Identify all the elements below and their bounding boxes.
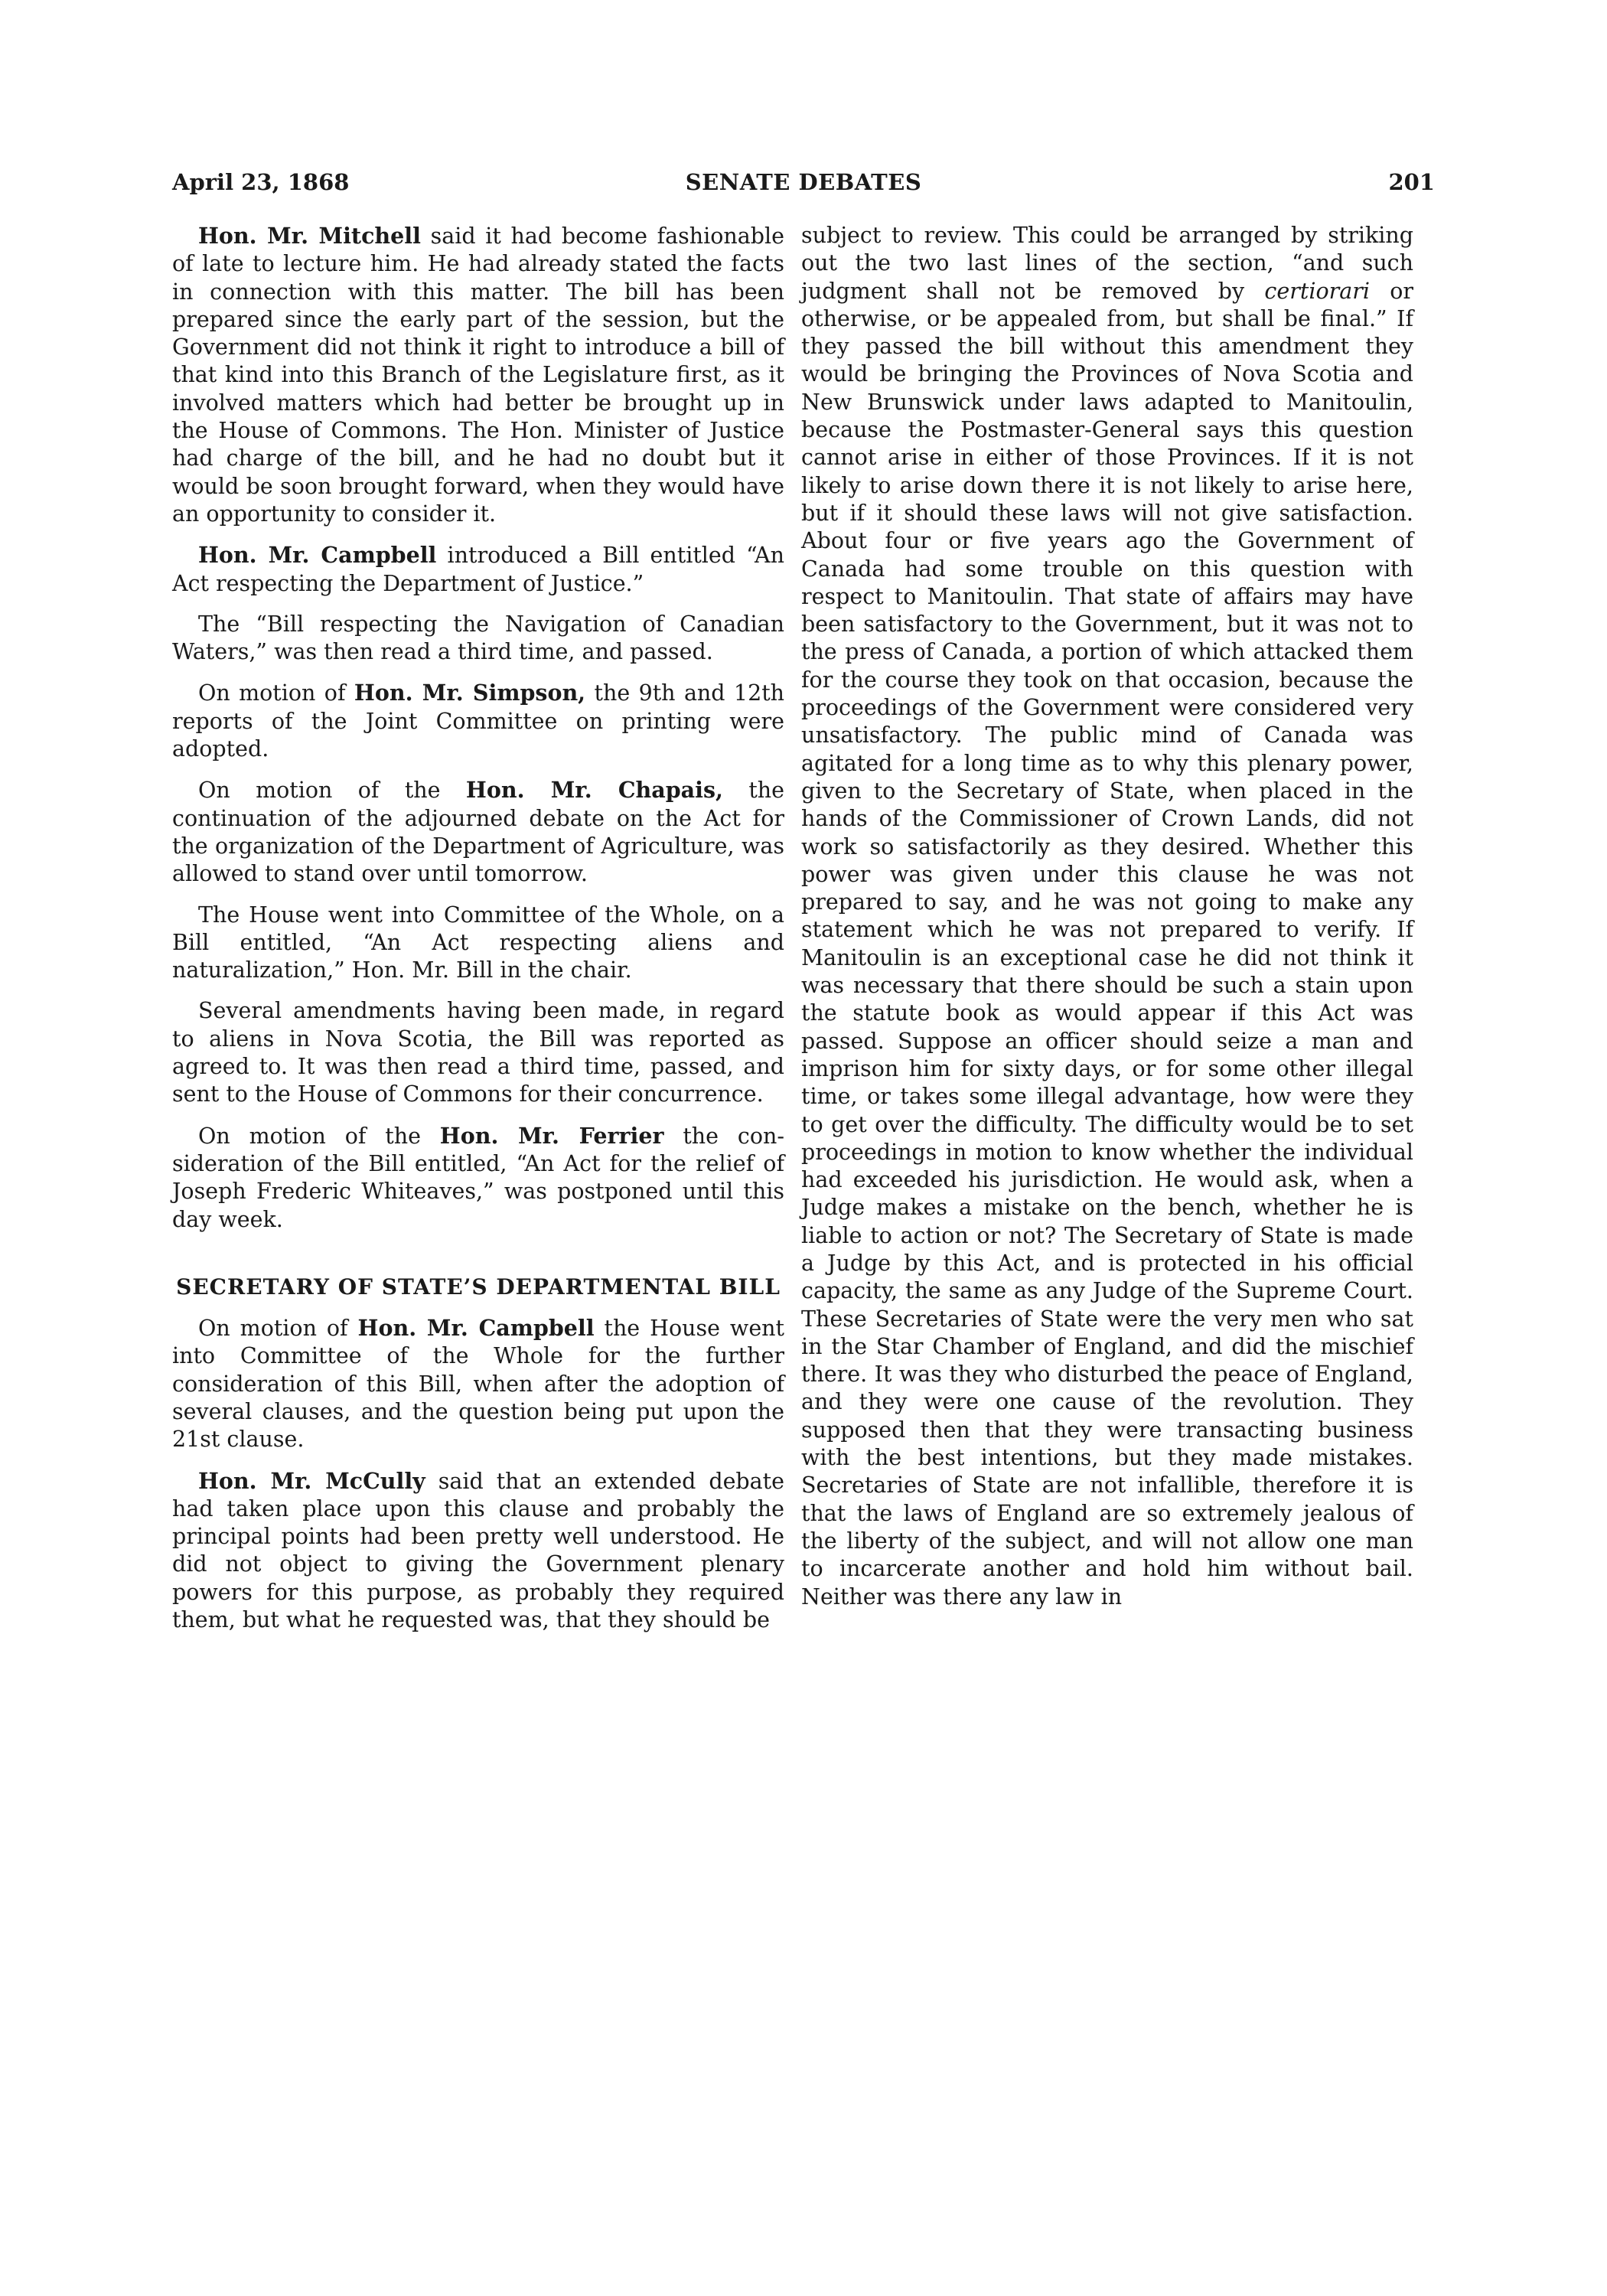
paragraph-text: the House went into Committee of the Whole for the further consideration of this Bill, when after the adoption of several clauses, and the question being put upon the 21st clause.: [172, 1316, 784, 1453]
right-column: [801, 222, 1413, 1624]
paragraph-mccully: [172, 1467, 784, 1635]
paragraph-mitchell: [172, 222, 784, 528]
paragraph-text: the 9th and 12th reports of the Joint Committee on printing were adopted.: [172, 680, 785, 762]
speaker-name: Hon. Mr. Ferrier: [439, 1122, 664, 1149]
paragraph-text: the continuation of the adjourned debate on the Act for the organization of the Department of Agriculture, was allowed to stand over until tomorrow.: [172, 778, 784, 887]
speaker-name: Hon. Mr. Chapais,: [465, 777, 723, 804]
paragraph-chapais-motion: [172, 776, 784, 888]
page-number: 201: [1388, 169, 1435, 195]
paragraph-text: the consideration of the Bill entitled, “An Act for the relief of Joseph Frederic Whiteaves,” was postponed until this day week.: [172, 1123, 784, 1232]
paragraph-text: introduced a Bill entitled “An Act respecting the Department of Justice.”: [172, 543, 784, 596]
left-column: [172, 222, 784, 1647]
speaker-name: Hon. Mr. Mitchell: [198, 223, 421, 249]
paragraph-text: subject to review. This could be arranged by striking out the two last lines of the section, “and such judgment shall not be removed by: [801, 223, 1413, 304]
paragraph-lead: On motion of the: [198, 1123, 440, 1149]
speaker-name: Hon. Mr. Simpson,: [354, 680, 586, 706]
page-header: [172, 167, 1435, 197]
paragraph-navigation-bill: [172, 611, 784, 667]
speaker-name: Hon. Mr. Campbell: [198, 542, 437, 569]
paragraph-campbell-motion: [172, 1314, 784, 1453]
paragraph-text: said that an extended debate had taken place upon this clause and probably the principal points had been pretty well understood. He did not object to giving the Government plenary powers for this purpose, as probably they required them, but what he requested was, that they should be: [172, 1468, 784, 1633]
paragraph-mccully-continued: [801, 222, 1413, 1611]
paragraph-lead: On motion of the: [198, 778, 466, 804]
latin-term: certiorari: [1264, 278, 1370, 304]
header-title: SENATE DEBATES: [685, 169, 922, 195]
paragraph-text: Several amendments having been made, in regard to aliens in Nova Scotia, the Bill was reported as agreed to. It was then read a third time, passed, and sent to the House of Commons for their concurrence.: [172, 998, 784, 1107]
paragraph-campbell-bill: [172, 541, 784, 598]
paragraph-lead: On motion of: [198, 1316, 358, 1342]
paragraph-amendments: [172, 997, 784, 1108]
section-heading: SECRETARY OF STATE’S DEPARTMENTAL BILL: [176, 1274, 781, 1300]
paragraph-text: The House went into Committee of the Whole, on a Bill entitled, “An Act respecting aliens and naturalization,” Hon. Mr. Bill in the chair.: [172, 902, 784, 983]
paragraph-simpson-motion: [172, 679, 784, 763]
paragraph-ferrier-motion: [172, 1122, 784, 1234]
paragraph-committee-aliens: [172, 902, 784, 985]
paragraph-lead: On motion of: [198, 680, 354, 706]
paragraph-text: or otherwise, or be appealed from, but shall be final.” If they passed the bill without this amendment they would be bringing the Provinces of Nova Scotia and New Brunswick under laws adapted to Manitoulin, because the Postmaster-General says this question cannot arise in either of those Provinces. If it is not likely to arise down there it is not likely to arise here, but if it should these laws will not give satisfaction. About four or five years ago the Government of Canada had some trouble on this question with respect to Manitoulin. That state of affairs may have been satisfactory to the Government, but it was not to the press of Canada, a portion of which attacked them for the course they took on that occasion, because the proceedings of the Government were considered very unsatisfactory. The public mind of Canada was agitated for a long time as to why this plenary power, given to the Secretary of State, when placed in the hands of the Commissioner of Crown Lands, did not work so satisfactorily as they desired. Whether this power was given under this clause he was not prepared to say, and he was not going to make any statement which he was not prepared to verify. If Manitoulin is an exceptional case he did not think it was necessary that there should be such a stain upon the statute book as would appear if this Act was passed. Suppose an officer should seize a man and imprison him for sixty days, or for some other illegal time, or takes some illegal advantage, how were they to get over the difficulty. The difficulty would be to set proceedings in motion to know whether the individual had exceeded his jurisdiction. He would ask, when a Judge makes a mistake on the bench, whether he is liable to action or not? The Secretary of State is made a Judge by this Act, and is protected in his official capacity, the same as any Judge of the Supreme Court. These Secretaries of State were the very men who sat in the Star Chamber of England, and did the mischief there. It was they who disturbed the peace of England, and they were one cause of the revolution. They supposed then that they were transacting business with the best intentions, but they made mistakes. Secretaries of State are not infallible, therefore it is that the laws of England are so extremely jealous of the liberty of the subject, and will not allow one man to incarcerate another and hold him without bail. Neither was there any law in: [801, 278, 1414, 1609]
speaker-name: Hon. Mr. Campbell: [357, 1315, 595, 1342]
paragraph-text: The “Bill respecting the Navigation of Canadian Waters,” was then read a third time, and passed.: [172, 611, 784, 665]
header-date: April 23, 1868: [172, 169, 350, 195]
paragraph-text: said it had become fashionable of late to lecture him. He had already stated the facts in connection with this matter. The bill has been prepared since the early part of the session, but the Government did not think it right to introduce a bill of that kind into this Branch of the Legislature first, as it involved matters which had better be brought up in the House of Commons. The Hon. Minister of Justice had charge of the bill, and he had no doubt but it would be soon brought forward, when they would have an opportunity to consider it.: [172, 223, 784, 527]
speaker-name: Hon. Mr. McCully: [198, 1467, 425, 1494]
